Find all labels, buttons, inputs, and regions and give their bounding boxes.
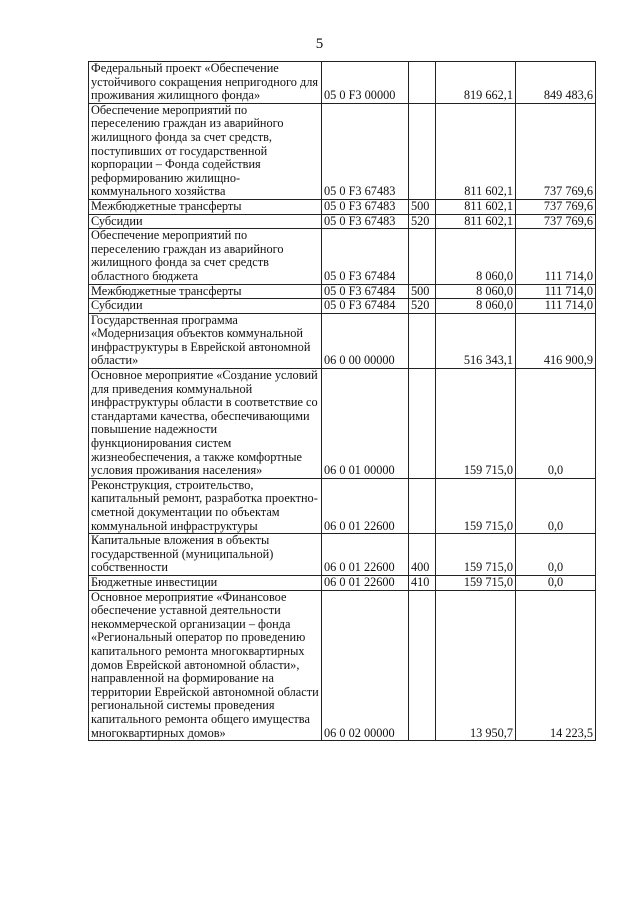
- table-row: [89, 534, 596, 576]
- row-code-cell: 05 0 F3 67484: [322, 299, 409, 314]
- row-code-cell: 06 0 00 00000: [322, 313, 409, 368]
- row-name-cell: Межбюджетные трансферты: [89, 199, 322, 214]
- row-name-cell: Государственная программа «Модернизация объектов коммунальной инфраструктуры в Еврейской автономной области»: [89, 313, 322, 368]
- table-row: [89, 62, 596, 104]
- row-name-cell: Федеральный проект «Обеспечение устойчивого сокращения непригодного для проживания жилищного фонда»: [89, 62, 322, 104]
- row-code-cell: 05 0 F3 67483: [322, 199, 409, 214]
- row-sum-year1-cell: 8 060,0: [436, 284, 516, 299]
- row-sum-year2-cell: 111 714,0: [516, 299, 596, 314]
- table-row: [89, 199, 596, 214]
- row-name-cell: Субсидии: [89, 299, 322, 314]
- row-sum-year2-cell: 849 483,6: [516, 62, 596, 104]
- row-code-cell: 05 0 F3 00000: [322, 62, 409, 104]
- row-sum-year1-cell: 159 715,0: [436, 369, 516, 479]
- row-code-cell: 05 0 F3 67483: [322, 214, 409, 229]
- row-sum-year1-cell: 8 060,0: [436, 229, 516, 284]
- row-expense-type-cell: [409, 478, 436, 533]
- row-sum-year2-cell: 0,0: [516, 575, 596, 590]
- table-row: [89, 229, 596, 284]
- table-row: [89, 103, 596, 199]
- row-name-cell: Межбюджетные трансферты: [89, 284, 322, 299]
- row-expense-type-cell: [409, 103, 436, 199]
- row-expense-type-cell: [409, 313, 436, 368]
- budget-table-body: [89, 62, 596, 741]
- row-sum-year2-cell: 111 714,0: [516, 284, 596, 299]
- row-code-cell: 06 0 01 22600: [322, 478, 409, 533]
- row-expense-type-cell: 400: [409, 534, 436, 576]
- table-row: [89, 590, 596, 741]
- row-sum-year2-cell: 737 769,6: [516, 199, 596, 214]
- table-row: [89, 284, 596, 299]
- row-sum-year2-cell: 0,0: [516, 534, 596, 576]
- row-expense-type-cell: 500: [409, 284, 436, 299]
- row-expense-type-cell: [409, 229, 436, 284]
- row-name-cell: Основное мероприятие «Финансовое обеспечение уставной деятельности некоммерческой организации – фонда «Региональный оператор по проведению капитального ремонта многоквартирных домов Еврейской автономной области», направленной на формирование на территории Еврейской автономной области региональной системы проведения капитального ремонта общего имущества многоквартирных домов»: [89, 590, 322, 741]
- row-expense-type-cell: [409, 62, 436, 104]
- row-name-cell: Основное мероприятие «Создание условий для приведения коммунальной инфраструктуры области в соответствие со стандартами качества, обеспечивающими повышение надежности функционирования систем жизнеобеспечения, а также комфортные условия проживания населения»: [89, 369, 322, 479]
- row-sum-year2-cell: 0,0: [516, 369, 596, 479]
- table-row: [89, 369, 596, 479]
- row-expense-type-cell: 520: [409, 299, 436, 314]
- row-code-cell: 06 0 02 00000: [322, 590, 409, 741]
- row-expense-type-cell: [409, 590, 436, 741]
- row-name-cell: Обеспечение мероприятий по переселению граждан из аварийного жилищного фонда за счет средств, поступивших от государственной корпорации – Фонда содействия реформированию жилищно-коммунального хозяйства: [89, 103, 322, 199]
- row-sum-year2-cell: 416 900,9: [516, 313, 596, 368]
- row-sum-year1-cell: 819 662,1: [436, 62, 516, 104]
- row-code-cell: 06 0 01 22600: [322, 534, 409, 576]
- row-name-cell: Капитальные вложения в объекты государственной (муниципальной) собственности: [89, 534, 322, 576]
- row-sum-year2-cell: 14 223,5: [516, 590, 596, 741]
- table-row: [89, 299, 596, 314]
- row-sum-year2-cell: 737 769,6: [516, 214, 596, 229]
- row-name-cell: Обеспечение мероприятий по переселению граждан из аварийного жилищного фонда за счет средств областного бюджета: [89, 229, 322, 284]
- row-name-cell: Субсидии: [89, 214, 322, 229]
- row-sum-year2-cell: 0,0: [516, 478, 596, 533]
- budget-table: [88, 61, 596, 741]
- row-sum-year1-cell: 8 060,0: [436, 299, 516, 314]
- row-sum-year1-cell: 811 602,1: [436, 199, 516, 214]
- row-sum-year1-cell: 811 602,1: [436, 214, 516, 229]
- row-name-cell: Бюджетные инвестиции: [89, 575, 322, 590]
- row-sum-year2-cell: 737 769,6: [516, 103, 596, 199]
- row-code-cell: 05 0 F3 67484: [322, 284, 409, 299]
- row-sum-year2-cell: 111 714,0: [516, 229, 596, 284]
- row-sum-year1-cell: 159 715,0: [436, 478, 516, 533]
- row-sum-year1-cell: 811 602,1: [436, 103, 516, 199]
- row-expense-type-cell: [409, 369, 436, 479]
- row-code-cell: 05 0 F3 67483: [322, 103, 409, 199]
- row-sum-year1-cell: 516 343,1: [436, 313, 516, 368]
- table-row: [89, 575, 596, 590]
- row-sum-year1-cell: 159 715,0: [436, 534, 516, 576]
- row-sum-year1-cell: 159 715,0: [436, 575, 516, 590]
- row-expense-type-cell: 410: [409, 575, 436, 590]
- row-sum-year1-cell: 13 950,7: [436, 590, 516, 741]
- row-expense-type-cell: 500: [409, 199, 436, 214]
- table-row: [89, 214, 596, 229]
- table-row: [89, 313, 596, 368]
- row-code-cell: 06 0 01 00000: [322, 369, 409, 479]
- row-code-cell: 05 0 F3 67484: [322, 229, 409, 284]
- row-expense-type-cell: 520: [409, 214, 436, 229]
- page-number: 5: [315, 36, 324, 52]
- row-code-cell: 06 0 01 22600: [322, 575, 409, 590]
- table-row: [89, 478, 596, 533]
- row-name-cell: Реконструкция, строительство, капитальный ремонт, разработка проектно-сметной документации по объектам коммунальной инфраструктуры: [89, 478, 322, 533]
